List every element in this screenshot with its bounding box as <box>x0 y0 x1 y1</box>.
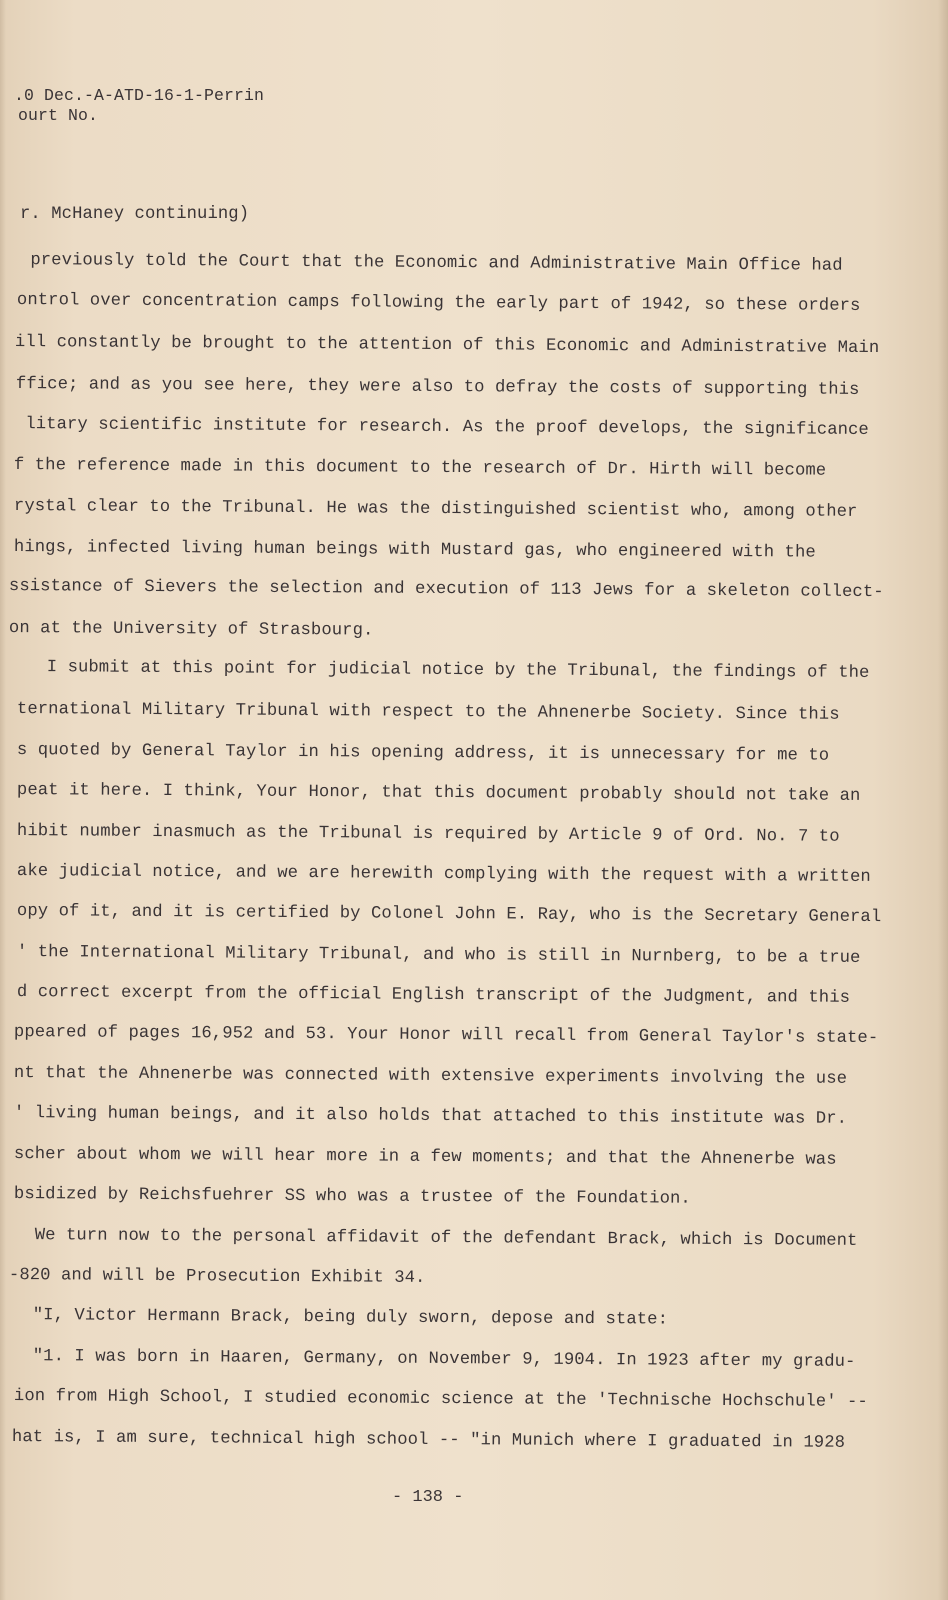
text-line: -820 and will be Prosecution Exhibit 34. <box>8 1266 426 1288</box>
text-line: peat it here. I think, Your Honor, that this document probably should not take an <box>16 781 861 806</box>
header-case-reference: .0 Dec.-A-ATD-16-1-Perrin <box>14 86 265 105</box>
text-line: ppeared of pages 16,952 and 53. Your Honor will recall from General Taylor's state- <box>13 1023 879 1049</box>
header-court-number: ourt No. <box>18 106 99 125</box>
text-line: f the reference made in this document to the research of Dr. Hirth will become <box>13 456 827 481</box>
page-number: - 138 - <box>392 1488 464 1507</box>
page-left-edge-shadow <box>0 0 6 1600</box>
text-line: previously told the Court that the Economic and Administrative Main Office had <box>19 251 843 276</box>
text-line: rystal clear to the Tribunal. He was the distinguished scientist who, among other <box>13 497 858 522</box>
text-line: on at the University of Strasbourg. <box>8 619 374 641</box>
text-line: ake judicial notice, and we are herewith complying with the request with a written <box>16 862 871 887</box>
text-line: We turn now to the personal affidavit of the defendant Brack, which is Document <box>13 1226 858 1251</box>
text-line: s quoted by General Taylor in his opening address, it is unnecessary for me to <box>16 741 830 766</box>
text-line: litary scientific institute for research. As the proof develops, the significance <box>14 415 869 440</box>
text-line: ssistance of Sievers the selection and execution of 113 Jews for a skeleton collect- <box>8 577 884 603</box>
text-line: ontrol over concentration camps following the early part of 1942, so these orders <box>16 291 861 316</box>
speaker-line: r. McHaney continuing) <box>20 205 250 224</box>
text-line: scher about whom we will hear more in a few moments; and that the Ahnenerbe was <box>13 1145 837 1170</box>
text-line: ffice; and as you see here, they were also to defray the costs of supporting this <box>15 375 860 400</box>
text-line: ' the International Military Tribunal, and who is still in Nurnberg, to be a true <box>16 943 861 968</box>
text-line: hat is, I am sure, technical high school -- "in Munich where I graduated in 1928 <box>11 1428 846 1453</box>
text-line: ' living human beings, and it also holds that attached to this institute was Dr. <box>13 1104 848 1129</box>
text-line: bsidized by Reichsfuehrer SS who was a trustee of the Foundation. <box>13 1185 691 1209</box>
page-right-edge-shadow <box>938 0 948 1600</box>
text-line: "1. I was born in Haaren, Germany, on November 9, 1904. In 1923 after my gradu- <box>11 1347 856 1372</box>
text-line: ternational Military Tribunal with respect to the Ahnenerbe Society. Since this <box>16 700 840 725</box>
text-line: nt that the Ahnenerbe was connected with extensive experiments involving the use <box>13 1064 848 1089</box>
text-line: opy of it, and it is certified by Colonel John E. Ray, who is the Secretary General <box>16 902 882 928</box>
text-line: hibit number inasmuch as the Tribunal is required by Article 9 of Ord. No. 7 to <box>16 822 840 847</box>
text-line: I submit at this point for judicial notice by the Tribunal, the findings of the <box>25 658 870 683</box>
text-line: ill constantly be brought to the attention of this Economic and Administrative Main <box>14 333 880 359</box>
text-line: hings, infected living human beings with Mustard gas, who engineered with the <box>13 538 816 563</box>
text-line: d correct excerpt from the official English transcript of the Judgment, and this <box>16 983 851 1008</box>
text-line: "I, Victor Hermann Brack, being duly sworn, depose and state: <box>11 1306 669 1330</box>
text-line: ion from High School, I studied economic science at the 'Technische Hochschule' -- <box>13 1387 868 1412</box>
